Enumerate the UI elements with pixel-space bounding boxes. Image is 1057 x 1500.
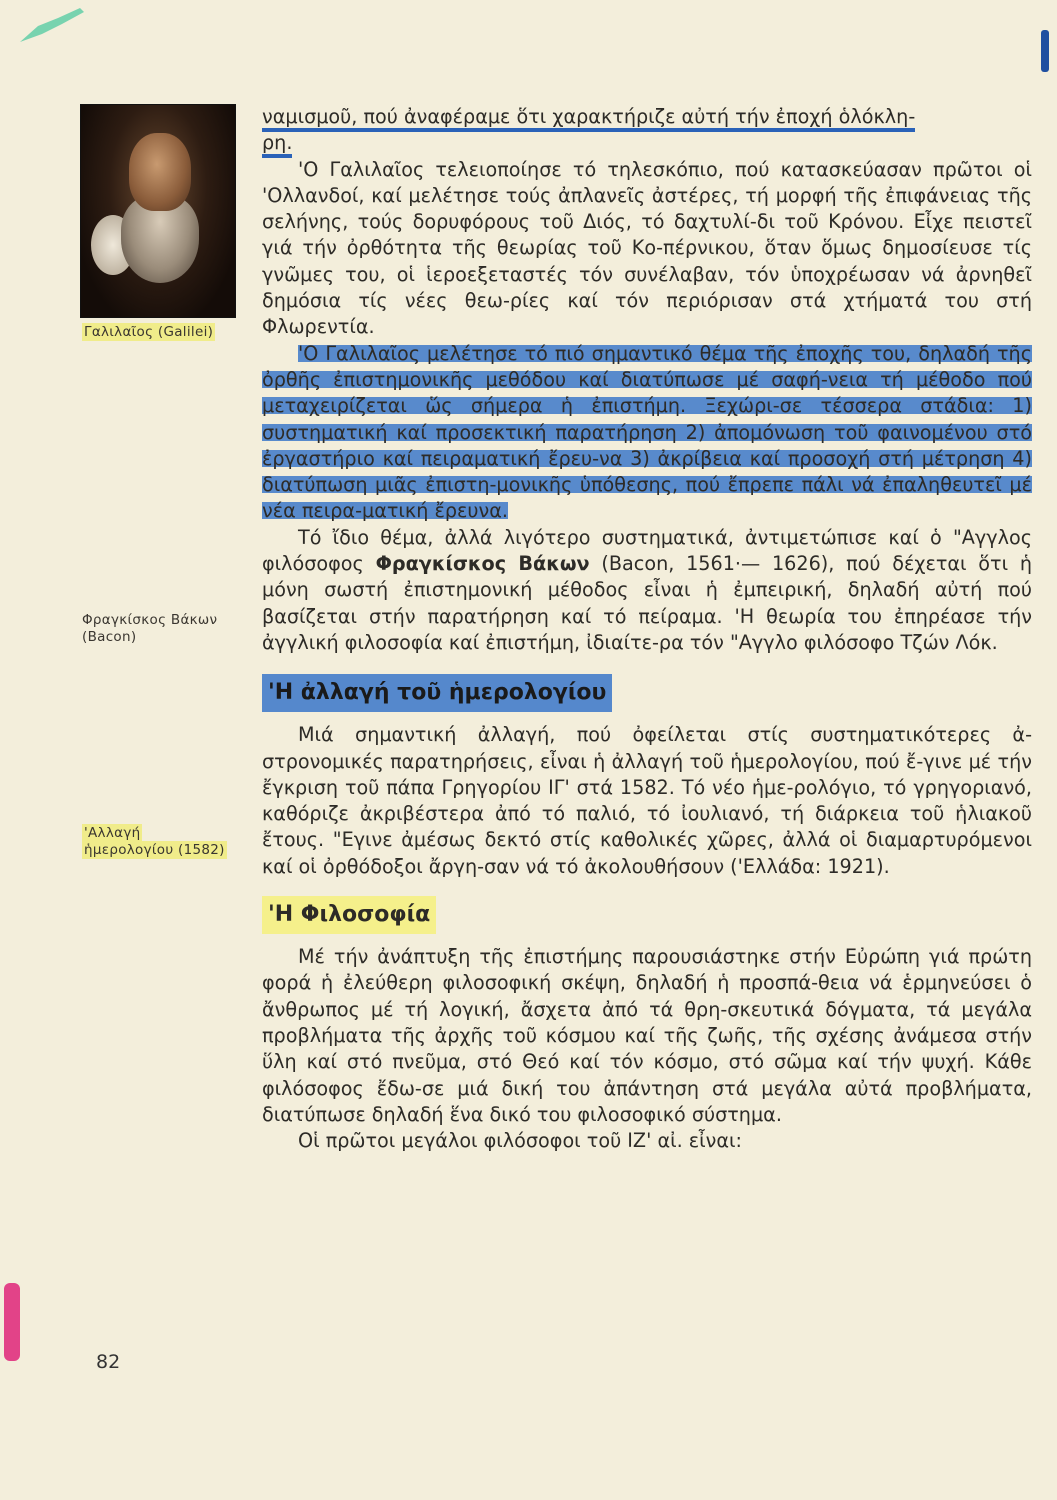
- caption-calendar: 'Αλλαγή ἡμερολογίου (1582): [84, 825, 225, 858]
- calendar-heading-wrap: [262, 674, 1032, 712]
- paragraph-philosophy: Μέ τήν ἀνάπτυξη τῆς ἐπιστήμης παρουσιάστηκε στήν Εὐρώπη γιά πρώτη φορά ἡ ἐλεύθερη φιλοσοφική σκέψη, δηλαδή ἡ προσπά-θεια νά ἑρμηνεύσει ὁ ἄνθρωπος μέ τή λογική, ἄσχετα ἀπό τά θρη-σκευτικά δόγματα, τά μεγάλα προβλήματα τῆς ἀρχῆς τοῦ κόσμου καί τῆς ζωῆς, τῆς σχέσης ἀνάμεσα στήν ὕλη καί στό πνεῦμα, στό Θεό καί τόν κόσμο, στό σῶμα καί τήν ψυχή. Κάθε φιλόσοφος ἔδω-σε μιά δική του ἀπάντηση στά μεγάλα αὐτά προβλήματα, διατύπωσε δηλαδή ἕνα δικό του φιλοσοφικό σύστημα.: [262, 945, 1032, 1126]
- page-number: 82: [96, 1351, 121, 1373]
- main-text-column: [262, 104, 1032, 1154]
- philosophy-heading-wrap: [262, 896, 1032, 934]
- paragraph-continuation: ναμισμοῦ, πού ἀναφέραμε ὅτι χαρακτήριζε αὐτή τήν ἐποχή ὁλόκλη- ρη.: [262, 104, 1032, 157]
- galileo-portrait: [80, 104, 236, 318]
- paragraph-bacon: Τό ἴδιο θέμα, ἀλλά λιγότερο συστηματικά, ἀντιμετώπισε καί ὁ "Αγγλος φιλόσοφος Φραγκίσκος Βάκων (Bacon, 1561·— 1626), πού δέχεται ὅτι ἡ μόνη σωστή ἐπιστημονική μέθοδος εἶναι ἡ ἐμπειρική, δηλαδή αὐτή πού βασίζεται στήν παρατήρηση καί τό πείραμα. 'Η θεωρία του ἐπηρέασε τήν ἀγγλική φιλοσοφία καί ἐπιστήμη, ἰδιαίτε-ρα τόν "Αγγλο φιλόσοφο Τζών Λόκ.: [262, 525, 1032, 654]
- paragraph-calendar: Μιά σημαντική ἀλλαγή, πού ὀφείλεται στίς συστηματικότερες ἀ-στρονομικές παρατηρήσεις, εἶναι ἡ ἀλλαγή τοῦ ἡμερολογίου, πού ἔ-γινε μέ τήν ἔγκριση τοῦ πάπα Γρηγορίου ΙΓ' στά 1582. Τό νέο ἡμε-ρολόγιο, τό γρηγοριανό, καθόριζε ἀκριβέστερα ἀπό τό παλιό, τό ἰουλιανό, τή διάρκεια τοῦ ἡλιακοῦ ἔτους. "Εγινε ἀμέσως δεκτό στίς καθολικές χῶρες, ἀλλά οἱ διαμαρτυρόμενοι καί οἱ ὀρθόδοξοι ἄργη-σαν νά τό ἀκολουθήσουν ('Ελλάδα: 1921).: [262, 723, 1032, 878]
- paragraph-first-philosophers: Οἱ πρῶτοι μεγάλοι φιλόσοφοι τοῦ ΙΖ' αἰ. εἶναι:: [298, 1129, 742, 1153]
- blue-marker-mark: [1041, 30, 1049, 72]
- caption-bacon: Φραγκίσκος Βάκων (Bacon): [82, 612, 218, 645]
- paragraph-galileo-telescope: 'Ο Γαλιλαῖος τελειοποίησε τό τηλεσκόπιο, πού κατασκεύασαν πρῶτοι οἱ 'Ολλανδοί, καί μελέτησε τούς ἀπλανεῖς ἀστέρες, τή μορφή τῆς ἐπιφάνειας τῆς σελήνης, τούς δορυφόρους τοῦ Διός, τό δαχτυλί-δι τοῦ Κρόνου. Εἶχε πειστεῖ γιά τήν ὀρθότητα τῆς θεωρίας τοῦ Κο-πέρνικου, ὅταν ὅμως δημοσίευσε τίς γνῶμες του, οἱ ἱεροεξεταστές τόν συνέλαβαν, τόν ὑποχρέωσαν νά ἀρνηθεῖ δημόσια τίς νέες θεω-ρίες καί τόν περιόρισαν στά χτήματά του στή Φλωρεντία.: [262, 157, 1032, 339]
- green-marker-mark: [18, 4, 88, 44]
- caption-galileo: Γαλιλαῖος (Galilei): [84, 324, 214, 340]
- heading-calendar-change: 'Η ἀλλαγή τοῦ ἡμερολογίου: [262, 674, 612, 712]
- heading-philosophy: 'Η Φιλοσοφία: [262, 896, 436, 934]
- pink-marker-mark: [4, 1283, 20, 1361]
- portrait-face: [129, 133, 191, 211]
- paragraph-scientific-method: 'Ο Γαλιλαῖος μελέτησε τό πιό σημαντικό θέμα τῆς ἐποχῆς του, δηλαδή τῆς ὀρθῆς ἐπιστημονικῆς μεθόδου καί διατύπωσε μέ σαφή-νεια τή μέθοδο πού μεταχειρίζεται ὥς σήμερα ἡ ἐπιστήμη. Ξεχώρι-σε τέσσερα στάδια: 1) συστηματική καί προσεκτική παρατήρηση 2) ἀπομόνωση τοῦ φαινομένου στό ἐργαστήριο καί πειραματική ἔρευ-να 3) ἀκρίβεια καί προσοχή στή μέτρηση 4) διατύπωση μιᾶς ἐπιστη-μονικῆς ὑπόθεσης, πού ἔπρεπε πάλι νά ἐπαληθευτεῖ μέ νέα πειρα-ματική ἔρευνα.: [262, 341, 1032, 523]
